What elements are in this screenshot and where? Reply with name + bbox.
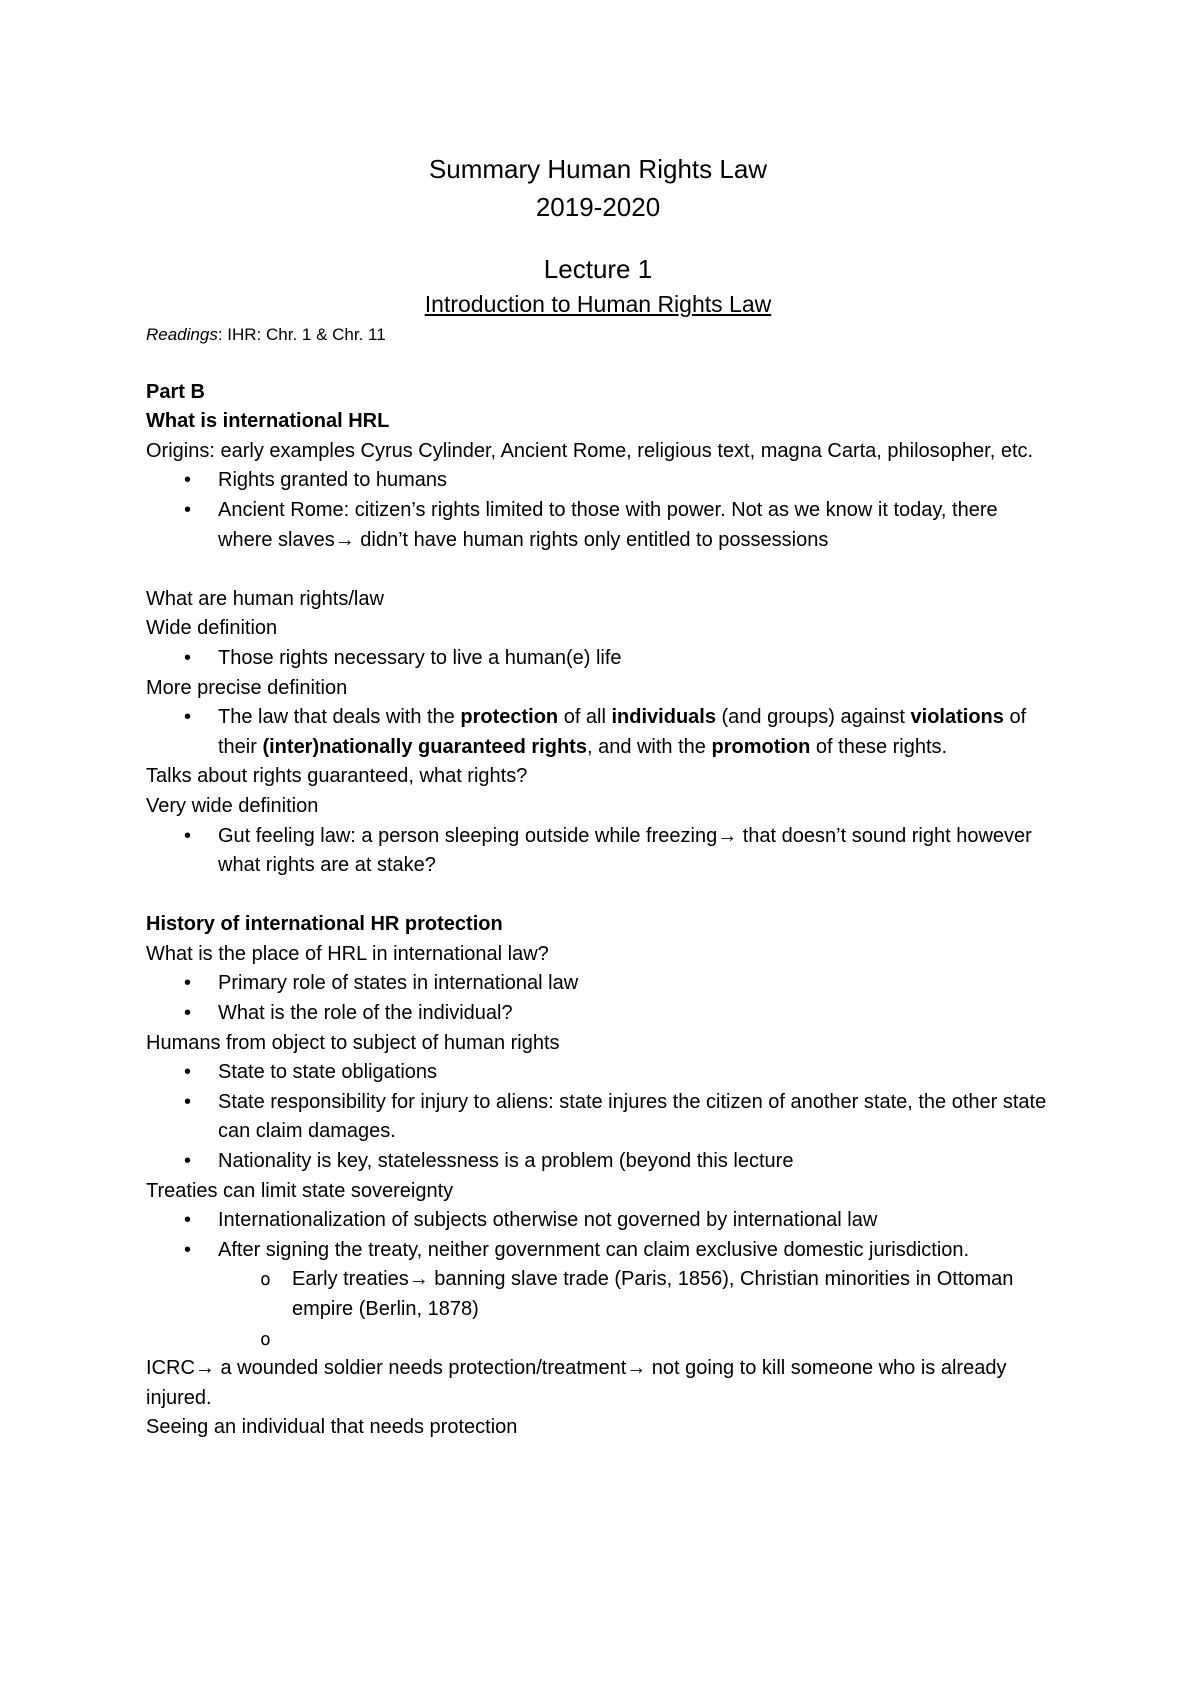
seeing-line: Seeing an individual that needs protection <box>146 1416 518 1439</box>
text-run: of all <box>558 706 612 729</box>
list-item: • Gut feeling law: a person sleeping outside while freezing→ that doesn’t sound right however what rights are at stake? <box>146 822 1050 881</box>
icrc-line: ICRC→ a wounded soldier needs protection/treatment→ not going to kill someone who is already injured. <box>146 1357 1007 1409</box>
list-item: • Internationalization of subjects otherwise not governed by international law <box>146 1206 1050 1236</box>
object-subject-list <box>146 1058 1050 1176</box>
list-item: • Ancient Rome: citizen’s rights limited to those with power. Not as we know it today, there where slaves→ didn’t have human rights only entitled to possessions <box>146 496 1050 555</box>
text-run: The law that deals with the <box>218 706 461 729</box>
document-year: 2019-2020 <box>535 192 661 222</box>
document-title: Summary Human Rights Law <box>428 154 768 184</box>
lecture-heading: Lecture 1 <box>543 254 653 284</box>
bold-term: (inter)nationally guaranteed rights <box>262 735 587 758</box>
place-list <box>146 969 1050 1028</box>
list-item: • What is the role of the individual? <box>146 999 1050 1029</box>
treaties-list <box>146 1206 1050 1265</box>
text-run: (and groups) against <box>715 706 911 729</box>
document-body <box>146 348 1050 1443</box>
bold-term: violations <box>910 706 1004 729</box>
bold-term: promotion <box>711 735 811 758</box>
bold-term: protection <box>460 706 559 729</box>
readings-label: Readings <box>146 325 218 344</box>
origins-list <box>146 466 1050 555</box>
list-item: o Early treaties→ banning slave trade (Paris, 1856), Christian minorities in Ottoman empire (Berlin, 1878) <box>146 1265 1050 1324</box>
lecture-subtitle: Introduction to Human Rights Law <box>424 291 772 317</box>
list-item: • After signing the treaty, neither government can claim exclusive domestic jurisdiction. <box>146 1236 1050 1266</box>
readings-line <box>146 322 1050 348</box>
list-item: • State to state obligations <box>146 1058 1050 1088</box>
wide-definition-label: Wide definition <box>146 617 278 640</box>
place-question: What is the place of HRL in international law? <box>146 942 549 965</box>
precise-definition-label: More precise definition <box>146 676 348 699</box>
history-heading: History of international HR protection <box>146 913 503 936</box>
wide-definition-list <box>146 644 1050 674</box>
part-b-heading: Part B <box>146 380 205 403</box>
readings-text: : IHR: Chr. 1 & Chr. 11 <box>217 325 386 344</box>
origins-paragraph: Origins: early examples Cyrus Cylinder, Ancient Rome, religious text, magna Carta, philosopher, etc. <box>146 439 1034 462</box>
list-item: • State responsibility for injury to aliens: state injures the citizen of another state, the other state can claim damages. <box>146 1088 1050 1147</box>
list-item: • Those rights necessary to live a human(e) life <box>146 644 1050 674</box>
list-item: • Primary role of states in international law <box>146 969 1050 999</box>
definitions-heading: What are human rights/law <box>146 587 384 610</box>
text-run: , and with the <box>586 735 712 758</box>
treaties-sub-list <box>146 1265 1050 1354</box>
very-wide-definition-label: Very wide definition <box>146 794 319 817</box>
empty-list-item <box>146 1325 1050 1355</box>
very-wide-definition-list <box>146 822 1050 881</box>
object-subject-line: Humans from object to subject of human rights <box>146 1031 560 1054</box>
list-item <box>146 703 1050 762</box>
bold-term: individuals <box>611 706 716 729</box>
precise-definition-list <box>146 703 1050 762</box>
text-run: of these rights. <box>810 735 948 758</box>
list-item: • Nationality is key, statelessness is a problem (beyond this lecture <box>146 1147 1050 1177</box>
text-run: of their <box>218 706 1027 758</box>
list-item: • Rights granted to humans <box>146 466 1050 496</box>
talks-about-line: Talks about rights guaranteed, what rights? <box>146 765 528 788</box>
what-is-hrl-heading: What is international HRL <box>146 410 390 433</box>
treaties-line: Treaties can limit state sovereignty <box>146 1179 454 1202</box>
